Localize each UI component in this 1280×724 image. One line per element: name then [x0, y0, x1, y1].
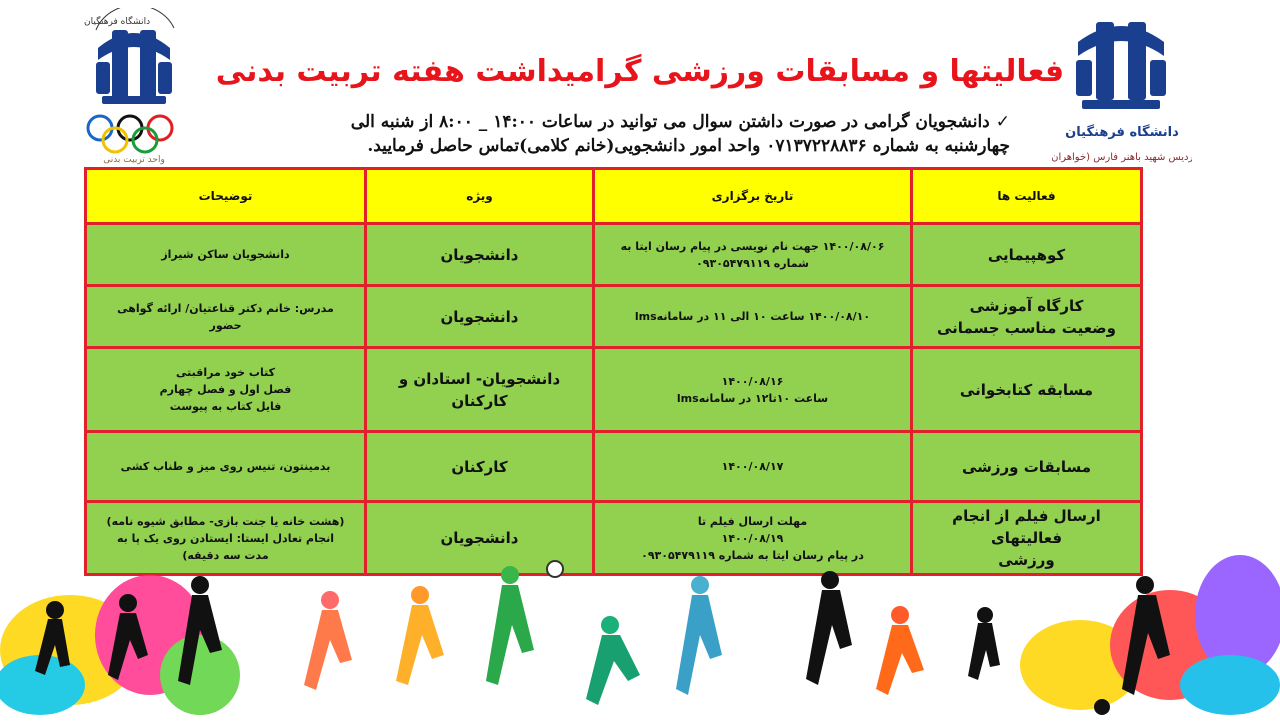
target-line: کارکنان — [451, 391, 508, 410]
activity-line: ارسال فیلم از انجام فعالیتهای — [952, 507, 1101, 547]
description-line: فایل کتاب به پیوست — [169, 400, 282, 413]
header-activities: فعالیت ها — [912, 169, 1142, 224]
activity-cell: کوهپیمایی — [912, 224, 1142, 286]
activity-line: ورزشی — [998, 551, 1055, 569]
table-row — [86, 432, 1142, 502]
check-icon: ✓ — [995, 112, 1010, 132]
description-cell — [86, 432, 366, 502]
date-line: ۱۴۰۰/۰۸/۰۶ جهت نام نویسی در پیام رسان ایتا به — [620, 239, 885, 253]
table-row — [86, 224, 1142, 286]
notice-line-1 — [210, 110, 1010, 134]
date-cell — [594, 224, 912, 286]
date-line: ۱۴۰۰/۰۸/۱۶ — [721, 374, 784, 388]
table-row — [86, 286, 1142, 348]
description-line: بدمینتون، تنیس روی میز و طناب کشی — [120, 460, 331, 473]
table-row — [86, 348, 1142, 432]
target-cell: دانشجویان — [366, 224, 594, 286]
description-cell — [86, 348, 366, 432]
activity-cell: مسابقه کتابخوانی — [912, 348, 1142, 432]
university-pe-logo — [78, 8, 190, 166]
description-line: دانشجویان ساکن شیراز — [161, 248, 290, 261]
logo-caption-top: دانشگاه فرهنگیان — [84, 17, 151, 27]
target-line: دانشجویان- استادان و — [398, 369, 561, 388]
activity-line: وضعیت مناسب جسمانی — [937, 318, 1116, 337]
target-cell: دانشجویان — [366, 502, 594, 575]
description-cell — [86, 224, 366, 286]
date-line: ۱۴۰۰/۰۸/۱۷ — [721, 460, 784, 473]
table-header-row — [86, 169, 1142, 224]
header-date: تاریخ برگزاری — [594, 169, 912, 224]
activity-cell: مسابقات ورزشی — [912, 432, 1142, 502]
activity-cell — [912, 286, 1142, 348]
sports-silhouettes-banner — [0, 555, 1280, 720]
date-line: ۱۴۰۰/۰۸/۱۰ ساعت ۱۰ الی ۱۱ در سامانهlms — [634, 310, 871, 323]
notice-line-2: چهارشنبه به شماره ۰۷۱۳۷۲۲۸۸۳۶ واحد امور دانشجویی(خانم کلامی)تماس حاصل فرمایید. — [367, 136, 1010, 156]
contact-notice — [210, 110, 1010, 158]
notice-line-1-text: دانشجویان گرامی در صورت داشتن سوال می توانید در ساعات ۱۴:۰۰ _ ۸:۰۰ از شنبه الی — [350, 112, 990, 132]
description-line: (هشت خانه یا جنت بازی- مطابق شیوه نامه) — [106, 514, 345, 528]
date-line: شماره ۰۹۳۰۵۴۷۹۱۱۹ — [696, 256, 809, 270]
target-cell: دانشجویان — [366, 286, 594, 348]
date-line: مهلت ارسال فیلم تا — [697, 514, 808, 528]
target-cell — [366, 348, 594, 432]
description-cell — [86, 286, 366, 348]
page-title: فعالیتها و مسابقات ورزشی گرامیداشت هفته تربیت بدنی — [215, 54, 1065, 89]
description-line: مدت سه دقیقه) — [182, 548, 269, 562]
description-line: انجام تعادل ایستا: ایستادن روی یک پا به — [116, 531, 335, 545]
date-cell — [594, 432, 912, 502]
logo-caption-bottom: واحد تربیت بدنی — [103, 155, 165, 165]
date-line: ساعت ۱۰تا۱۲ در سامانهlms — [676, 391, 829, 405]
description-line: کتاب خود مراقبتی — [176, 366, 275, 379]
date-cell — [594, 286, 912, 348]
header-target: ویژه — [366, 169, 594, 224]
description-line: مدرس: خانم دکتر قناعتیان/ ارائه گواهی — [117, 301, 334, 315]
date-line: ۱۴۰۰/۰۸/۱۹ — [721, 531, 784, 545]
logo-caption-bottom: پردیس شهید باهنر فارس (خواهران) — [1052, 152, 1192, 163]
date-cell — [594, 348, 912, 432]
date-line: در پیام رسان ایتا به شماره ۰۹۳۰۵۴۷۹۱۱۹ — [641, 548, 864, 562]
target-cell: کارکنان — [366, 432, 594, 502]
logo-caption-top: دانشگاه فرهنگیان — [1065, 125, 1179, 140]
header-description: توضیحات — [86, 169, 366, 224]
description-line: فصل اول و فصل چهارم — [159, 383, 292, 396]
activity-line: کارگاه آموزشی — [969, 296, 1084, 315]
description-line: حضور — [209, 318, 242, 332]
activities-table — [84, 167, 1143, 576]
